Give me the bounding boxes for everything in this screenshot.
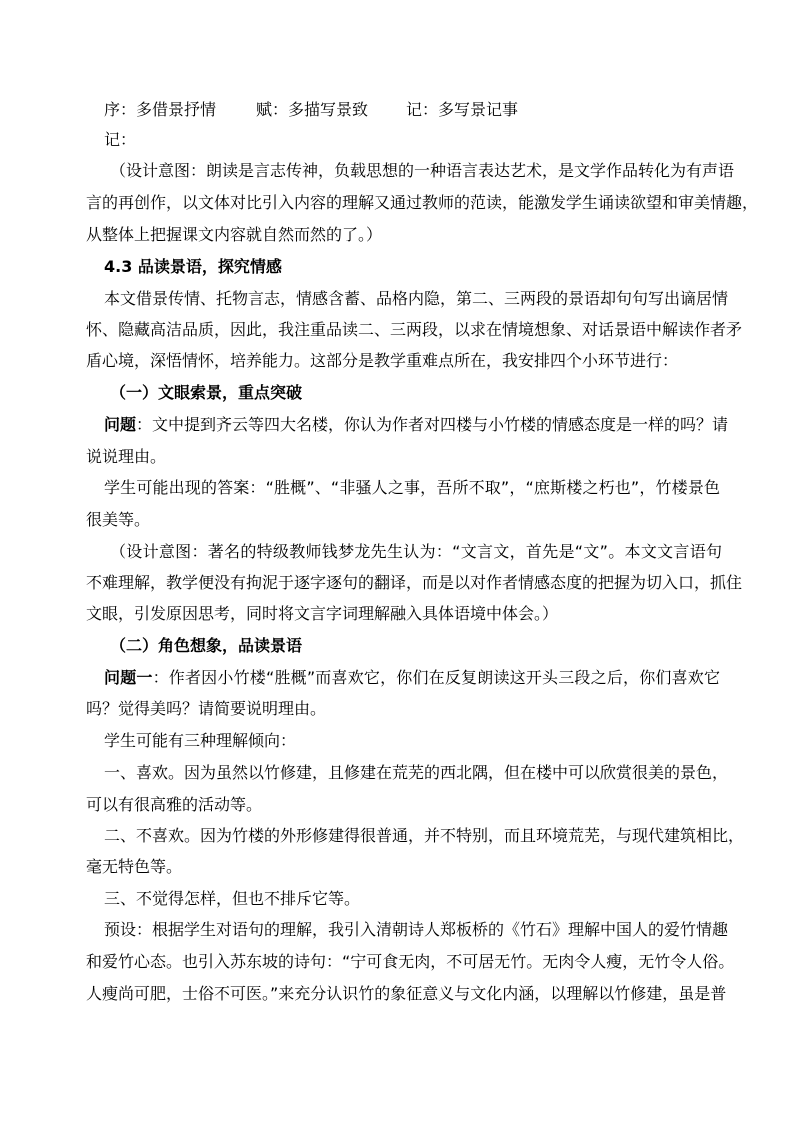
section-intro-line-1: 本文借景传情、托物言志，情感含蓄、品格内隐，第二、三两段的景语却句句写出谪居情 (104, 289, 729, 308)
design-note-2-line-1: （设计意图：著名的特级教师钱梦龙先生认为：“文言文，首先是“文”。本文文言语句 (110, 542, 722, 561)
section-heading: 4.3 品读景语，探究情感 (104, 257, 282, 276)
design-note-2-line-2: 不难理解，教学便没有拘泥于逐字逐句的翻译，而是以对作者情感态度的把握为切入口，抓住 (86, 573, 743, 592)
genre-ji: 记：多写景记事 (406, 100, 519, 119)
section-intro-line-2: 怀、隐藏高洁品质，因此，我注重品读二、三两段，以求在情境想象、对话景语中解读作者矛 (86, 320, 743, 339)
genre-comparison-line (104, 99, 518, 121)
tendency-intro: 学生可能有三种理解倾向： (104, 731, 297, 750)
answers-1-line-2: 很美等。 (86, 510, 151, 529)
tendency-2-line-2: 毫无特色等。 (86, 857, 183, 876)
question-2-line-1 (104, 667, 720, 689)
tendency-1-line-2: 可以有很高雅的活动等。 (86, 795, 263, 814)
design-note-1-line-1: （设计意图：朗读是言志传神，负载思想的一种语言表达艺术，是文学作品转化为有声语 (110, 161, 735, 180)
preset-line-3: 人瘦尚可肥，士俗不可医。”来充分认识竹的象征意义与文化内涵，以理解以竹修建，虽是普 (86, 984, 727, 1003)
design-note-2-line-3: 文眼，引发原因思考，同时将文言字词理解融入具体语境中体会。） (86, 604, 559, 623)
question-1-label: 问题 (104, 415, 137, 434)
question-2-label: 问题一 (104, 668, 153, 687)
genre-xu: 序：多借景抒情 (104, 100, 217, 119)
preset-line-1: 预设：根据学生对语句的理解，我引入清朝诗人郑板桥的《竹石》理解中国人的爱竹情趣 (104, 920, 729, 939)
question-1-text: ：文中提到齐云等四大名楼，你认为作者对四楼与小竹楼的情感态度是一样的吗？请 (136, 415, 729, 434)
tendency-2-line-1: 二、不喜欢。因为竹楼的外形修建得很普通，并不特别，而且环境荒芜，与现代建筑相比， (104, 826, 745, 845)
design-note-1-line-3: 从整体上把握课文内容就自然而然的了。） (86, 225, 383, 244)
question-2-line-2: 吗？觉得美吗？请简要说明理由。 (86, 699, 327, 718)
sub1-heading: （一）文眼索景，重点突破 (110, 383, 303, 402)
design-note-1-line-2: 言的再创作，以文体对比引入内容的理解又通过教师的范读，能激发学生诵读欲望和审美情趣， (86, 193, 759, 212)
tendency-3: 三、不觉得怎样，但也不排斥它等。 (104, 889, 361, 908)
ji-label: 记： (104, 130, 137, 149)
tendency-1-line-1: 一、喜欢。因为虽然以竹修建，且修建在荒芜的西北隅，但在楼中可以欣赏很美的景色， (104, 763, 729, 782)
question-1-line-1 (104, 414, 729, 436)
question-1-line-2: 说说理由。 (86, 447, 167, 466)
sub2-heading: （二）角色想象，品读景语 (110, 636, 303, 655)
preset-line-2: 和爱竹心态。也引入苏东坡的诗句：“宁可食无肉，不可居无竹。无肉令人瘦，无竹令人俗。 (86, 952, 735, 971)
answers-1-line-1: 学生可能出现的答案：“胜概”、“非骚人之事，吾所不取”，“庶斯楼之朽也”，竹楼景色 (104, 478, 720, 497)
section-intro-line-3: 盾心境，深悟情怀，培养能力。这部分是教学重难点所在，我安排四个小环节进行： (86, 351, 679, 370)
question-2-text: ：作者因小竹楼“胜概”而喜欢它，你们在反复朗读这开头三段之后，你们喜欢它 (152, 668, 720, 687)
genre-fu: 赋：多描写景致 (256, 100, 369, 119)
